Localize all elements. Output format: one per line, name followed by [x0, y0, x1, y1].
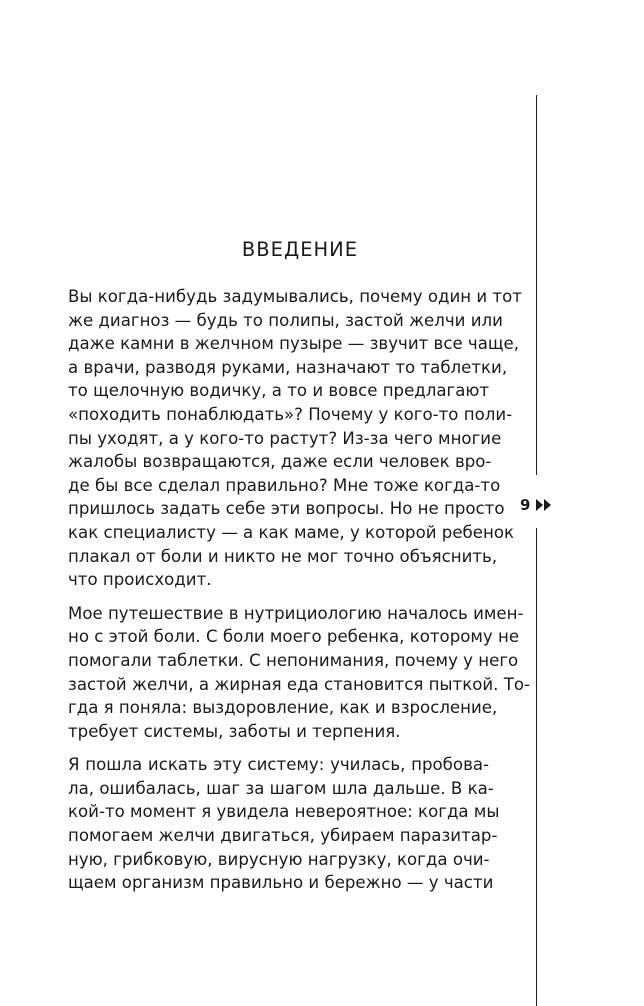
text-line: помогали таблетки. С непонимания, почему у него: [68, 650, 519, 670]
text-line: ла, ошибалась, шаг за шагом шла дальше. В ка-: [68, 778, 494, 798]
text-line: даже камни в желчном пузыре — звучит все чаще,: [68, 334, 520, 354]
text-line: что происходит.: [68, 570, 212, 590]
text-line: плакал от боли и никто не мог точно объяснить,: [68, 546, 498, 566]
margin-rule-top: [536, 95, 537, 475]
text-line: а врачи, разводя руками, назначают то таблетки,: [68, 357, 508, 377]
chapter-title: ВВЕДЕНИЕ: [241, 238, 359, 261]
text-line: жалобы возвращаются, даже если человек вро-: [68, 452, 492, 472]
margin-rule-bottom: [536, 528, 537, 1006]
text-line: помогаем желчи двигаться, убираем паразитар-: [68, 826, 498, 846]
text-line: Вы когда-нибудь задумывались, почему один и тот: [68, 287, 522, 306]
page-number: 9: [520, 496, 531, 514]
double-arrow-right-icon: [536, 499, 552, 511]
page-marker: [520, 490, 552, 520]
paragraph: [68, 753, 500, 895]
text-line: ную, грибковую, вирусную нагрузку, когда очи-: [68, 849, 490, 869]
text-line: требует системы, заботы и терпения.: [68, 721, 401, 741]
body-text: [68, 285, 530, 905]
text-line: гда я поняла: выздоровление, как и взросление,: [68, 698, 498, 718]
text-line: застой желчи, а жирная еда становится пыткой. То-: [68, 674, 530, 694]
text-line: пришлось задать себе эти вопросы. Но не просто: [68, 499, 505, 519]
text-line: как специалисту — а как маме, у которой ребенок: [68, 522, 514, 542]
text-line: то щелочную водичку, а то и вовсе предлагают: [68, 381, 490, 401]
text-line: пы уходят, а у кого-то растут? Из-за чего многие: [68, 428, 502, 448]
text-line: де бы все сделал правильно? Мне тоже когда-то: [68, 475, 501, 495]
paragraph: [68, 602, 530, 744]
text-line: щаем организм правильно и бережно — у части: [68, 873, 494, 893]
text-line: но с этой боли. С боли моего ребенка, которому не: [68, 627, 520, 647]
paragraph: [68, 285, 522, 592]
text-line: же диагноз — будь то полипы, застой желчи или: [68, 310, 503, 330]
text-line: «походить понаблюдать»? Почему у кого-то поли-: [68, 404, 513, 424]
text-line: Я пошла искать эту систему: училась, пробова-: [68, 755, 489, 775]
text-line: Мое путешествие в нутрициологию началось имен-: [68, 603, 524, 623]
text-line: кой-то момент я увидела невероятное: когда мы: [68, 802, 500, 822]
